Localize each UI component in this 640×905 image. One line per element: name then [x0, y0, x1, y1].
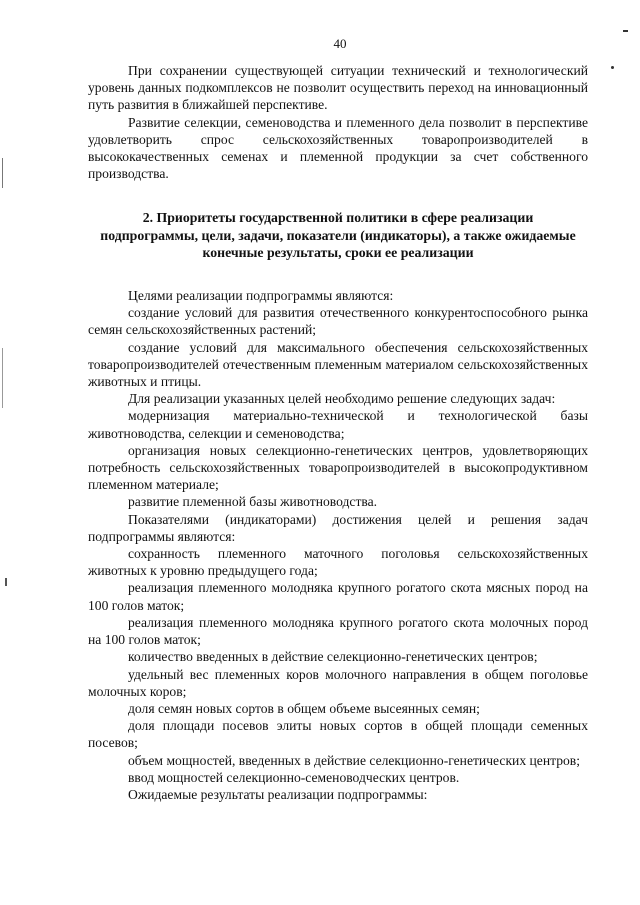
paragraph: Показателями (индикаторами) достижения целей и решения задач подпрограммы являются: [88, 511, 588, 544]
scan-artifact [2, 158, 3, 188]
paragraph: реализация племенного молодняка крупного рогатого скота молочных пород на 100 голов маток; [88, 614, 588, 648]
paragraph: создание условий для развития отечественного конкурентоспособного рынка семян сельскохозяйственных растений; [88, 305, 588, 338]
paragraph: объем мощностей, введенных в действие селекционно-генетических центров; [128, 752, 580, 768]
page-number: 40 [333, 36, 347, 51]
scan-artifact [611, 66, 614, 69]
paragraph: реализация племенного молодняка крупного рогатого скота мясных пород на 100 голов маток; [88, 580, 588, 613]
paragraph: доля площади посевов элиты новых сортов в общей площади семенных посевов; [88, 718, 588, 751]
paragraph: Развитие селекции, семеноводства и племенного дела позволит в перспективе удовлетворить спрос сельскохозяйственных товаропроизводителей в высококачественных семенах и племенной продукции за счет собственного производства. [88, 114, 588, 182]
paragraph: модернизация материально-технической и технологической базы животноводства, селекции и семеноводства; [88, 408, 588, 441]
paragraph: создание условий для максимального обеспечения сельскохозяйственных товаропроизводителей отечественным племенным материалом сельскохозяйственных животных и птицы. [88, 339, 588, 390]
scan-artifact [623, 30, 628, 32]
paragraph: удельный вес племенных коров молочного направления в общем поголовье молочных коров; [88, 666, 588, 699]
paragraph: развитие племенной базы животноводства. [128, 494, 378, 510]
section-heading: 2. Приоритеты государственной политики в сфере реализации подпрограммы, цели, задачи, показатели (индикаторы), а также ожидаемые конечные результаты, сроки ее реализации [100, 210, 576, 260]
document-body [88, 62, 588, 803]
paragraph: Целями реализации подпрограммы являются: [128, 288, 394, 304]
paragraph: Ожидаемые результаты реализации подпрограммы: [128, 786, 428, 802]
paragraph: Для реализации указанных целей необходимо решение следующих задач: [128, 391, 556, 407]
paragraph: количество введенных в действие селекционно-генетических центров; [128, 649, 538, 665]
paragraph: ввод мощностей селекционно-семеноводческих центров. [128, 769, 460, 785]
paragraph: организация новых селекционно-генетических центров, удовлетворяющих потребность сельскохозяйственных товаропроизводителей в высокопродуктивном племенном материале; [88, 442, 588, 493]
paragraph: доля семян новых сортов в общем объеме высеянных семян; [128, 700, 480, 716]
paragraph: При сохранении существующей ситуации технический и технологический уровень данных подкомплексов не позволит осуществить переход на инновационный путь развития в ближайшей перспективе. [88, 63, 588, 113]
scan-artifact [5, 578, 7, 586]
paragraph: сохранность племенного маточного поголовья сельскохозяйственных животных к уровню предыдущего года; [88, 546, 588, 579]
scan-artifact [2, 348, 3, 408]
